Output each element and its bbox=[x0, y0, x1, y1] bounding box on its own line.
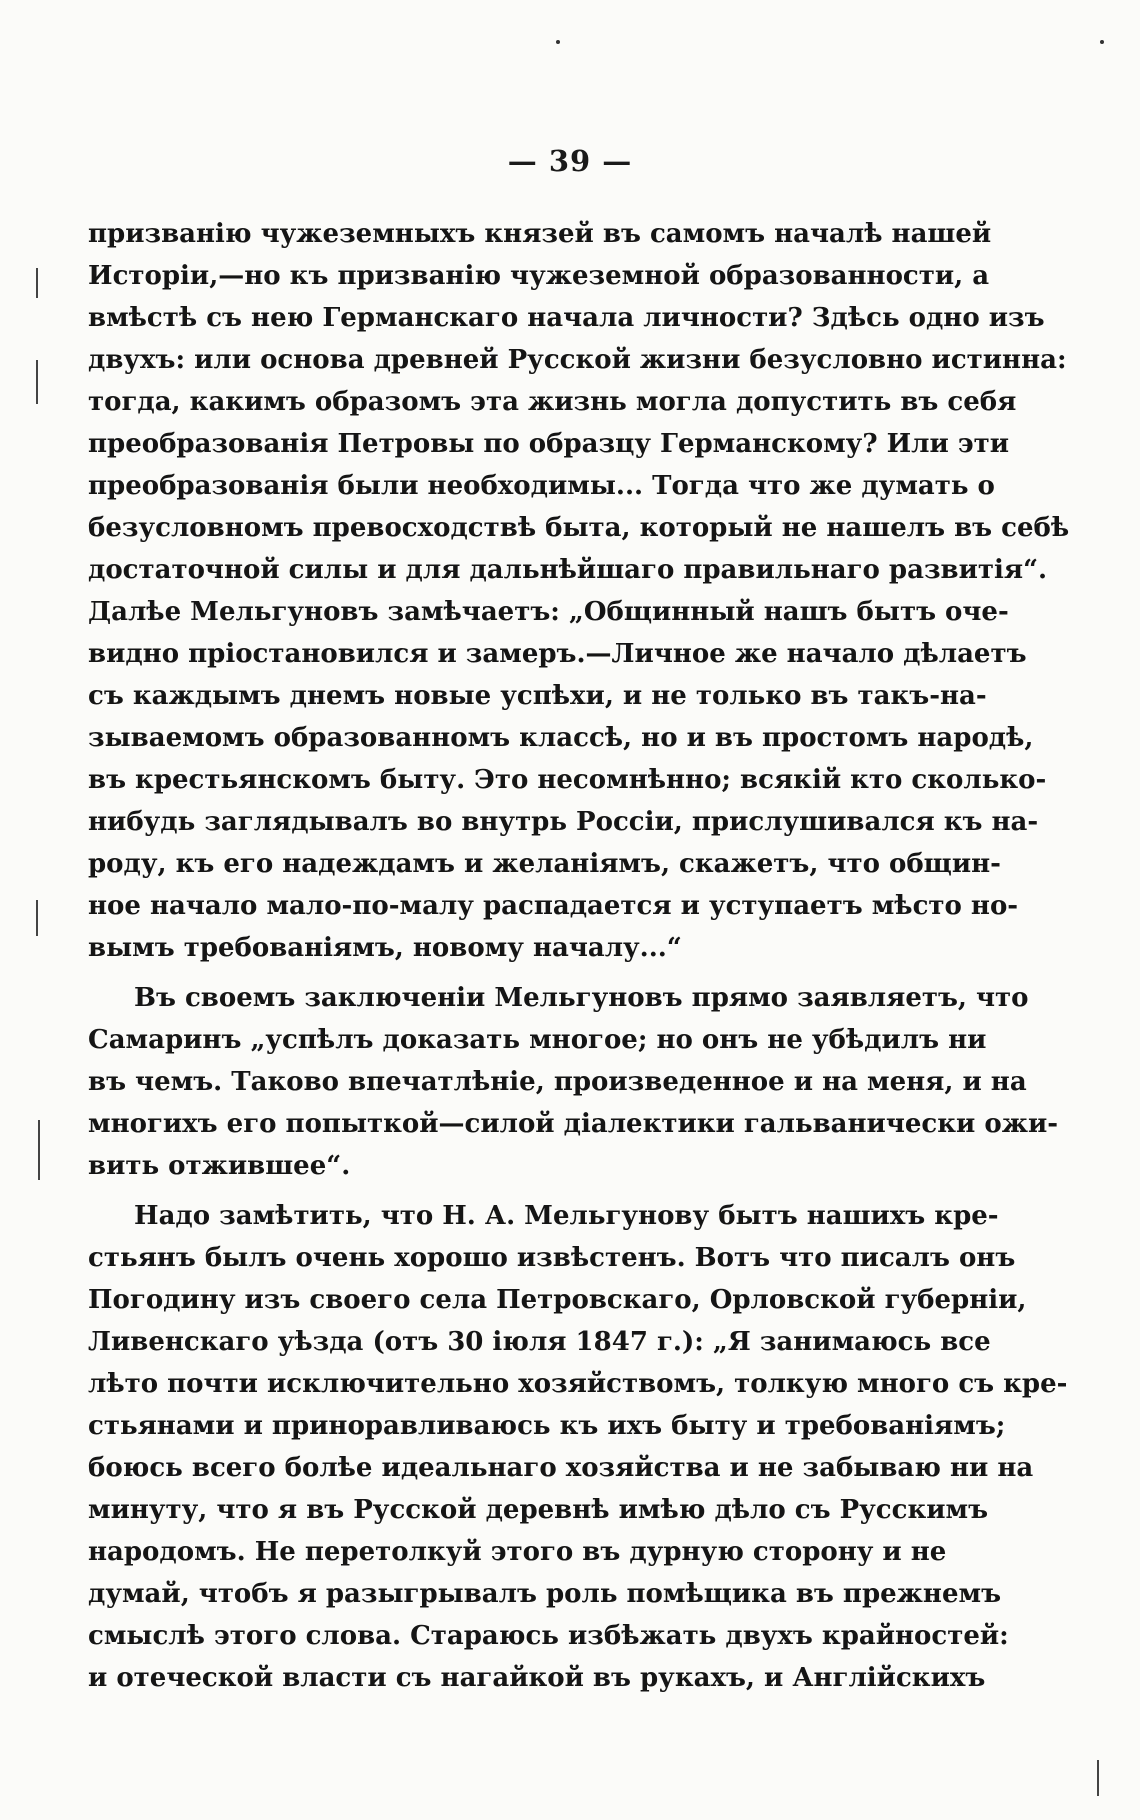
text-line: въ крестьянскомъ быту. Это несомнѣнно; всякій кто сколько- bbox=[88, 765, 1047, 795]
text-line: и отеческой власти съ нагайкой въ рукахъ, и Англійскихъ bbox=[88, 1663, 986, 1693]
text-line: вымъ требованіямъ, новому началу...“ bbox=[88, 933, 682, 963]
text-line: боюсь всего болѣе идеальнаго хозяйства и не забываю ни на bbox=[88, 1453, 1034, 1483]
text-line: видно пріостановился и замеръ.—Личное же начало дѣлаетъ bbox=[88, 639, 1027, 669]
text-line: Далѣе Мельгуновъ замѣчаетъ: „Общинный нашъ бытъ оче- bbox=[88, 597, 1009, 627]
text-line: призванію чужеземныхъ князей въ самомъ началѣ нашей bbox=[88, 219, 992, 249]
text-line: многихъ его попыткой—силой діалектики гальванически ожи- bbox=[88, 1109, 1059, 1139]
text-line: въ чемъ. Таково впечатлѣніе, произведенное и на меня, и на bbox=[88, 1067, 1027, 1097]
text-line: Ливенскаго уѣзда (отъ 30 іюля 1847 г.): „Я занимаюсь все bbox=[88, 1327, 991, 1357]
text-line: преобразованія были необходимы... Тогда что же думать о bbox=[88, 471, 995, 501]
text-line: Самаринъ „успѣлъ доказать многое; но онъ не убѣдилъ ни bbox=[88, 1025, 987, 1055]
text-line: думай, чтобъ я разыгрывалъ роль помѣщика въ прежнемъ bbox=[88, 1579, 1002, 1609]
text-line: Въ своемъ заключеніи Мельгуновъ прямо заявляетъ, что bbox=[134, 983, 1029, 1013]
text-line: стьянъ былъ очень хорошо извѣстенъ. Вотъ что писалъ онъ bbox=[88, 1243, 1016, 1273]
paragraph-gap bbox=[88, 969, 911, 977]
text-line: смыслѣ этого слова. Стараюсь избѣжать двухъ крайностей: bbox=[88, 1621, 1009, 1651]
text-line: лѣто почти исключительно хозяйствомъ, толкую много съ кре- bbox=[88, 1369, 1068, 1399]
scan-artifact bbox=[1097, 1760, 1099, 1796]
scan-artifact bbox=[556, 40, 560, 44]
text-line: минуту, что я въ Русской деревнѣ имѣю дѣло съ Русскимъ bbox=[88, 1495, 989, 1525]
text-line: безусловномъ превосходствѣ быта, который не нашелъ въ себѣ bbox=[88, 513, 1070, 543]
scan-artifact bbox=[1100, 40, 1104, 44]
scan-artifact bbox=[36, 360, 38, 404]
scan-artifact bbox=[38, 1120, 40, 1180]
text-line: стьянами и приноравливаюсь къ ихъ быту и требованіямъ; bbox=[88, 1411, 1006, 1441]
text-line: Надо замѣтить, что Н. А. Мельгунову бытъ нашихъ кре- bbox=[134, 1201, 999, 1231]
body-text bbox=[88, 213, 1070, 1699]
text-line: вмѣстѣ съ нею Германскаго начала личности? Здѣсь одно изъ bbox=[88, 303, 1045, 333]
text-line: зываемомъ образованномъ классѣ, но и въ простомъ народѣ, bbox=[88, 723, 1034, 753]
text-line: Погодину изъ своего села Петровскаго, Орловской губерніи, bbox=[88, 1285, 1027, 1315]
scan-artifact bbox=[36, 268, 38, 298]
text-line: роду, къ его надеждамъ и желаніямъ, скажетъ, что общин- bbox=[88, 849, 1001, 879]
scan-artifact bbox=[36, 900, 38, 936]
text-line: нибудь заглядывалъ во внутрь Россіи, прислушивался къ на- bbox=[88, 807, 1039, 837]
text-line: вить отжившее“. bbox=[88, 1151, 351, 1181]
page-number: — 39 — bbox=[507, 144, 633, 178]
text-line: народомъ. Не перетолкуй этого въ дурную сторону и не bbox=[88, 1537, 947, 1567]
text-line: двухъ: или основа древней Русской жизни безусловно истинна: bbox=[88, 345, 1067, 375]
paragraph-gap bbox=[88, 1187, 911, 1195]
text-line: съ каждымъ днемъ новые успѣхи, и не только въ такъ-на- bbox=[88, 681, 987, 711]
text-line: Исторіи,—но къ призванію чужеземной образованности, а bbox=[88, 261, 990, 291]
text-line: достаточной силы и для дальнѣйшаго правильнаго развитія“. bbox=[88, 555, 1048, 585]
text-line: тогда, какимъ образомъ эта жизнь могла допустить въ себя bbox=[88, 387, 1017, 417]
text-line: ное начало мало-по-малу распадается и уступаетъ мѣсто но- bbox=[88, 891, 1019, 921]
text-line: преобразованія Петровы по образцу Германскому? Или эти bbox=[88, 429, 1010, 459]
